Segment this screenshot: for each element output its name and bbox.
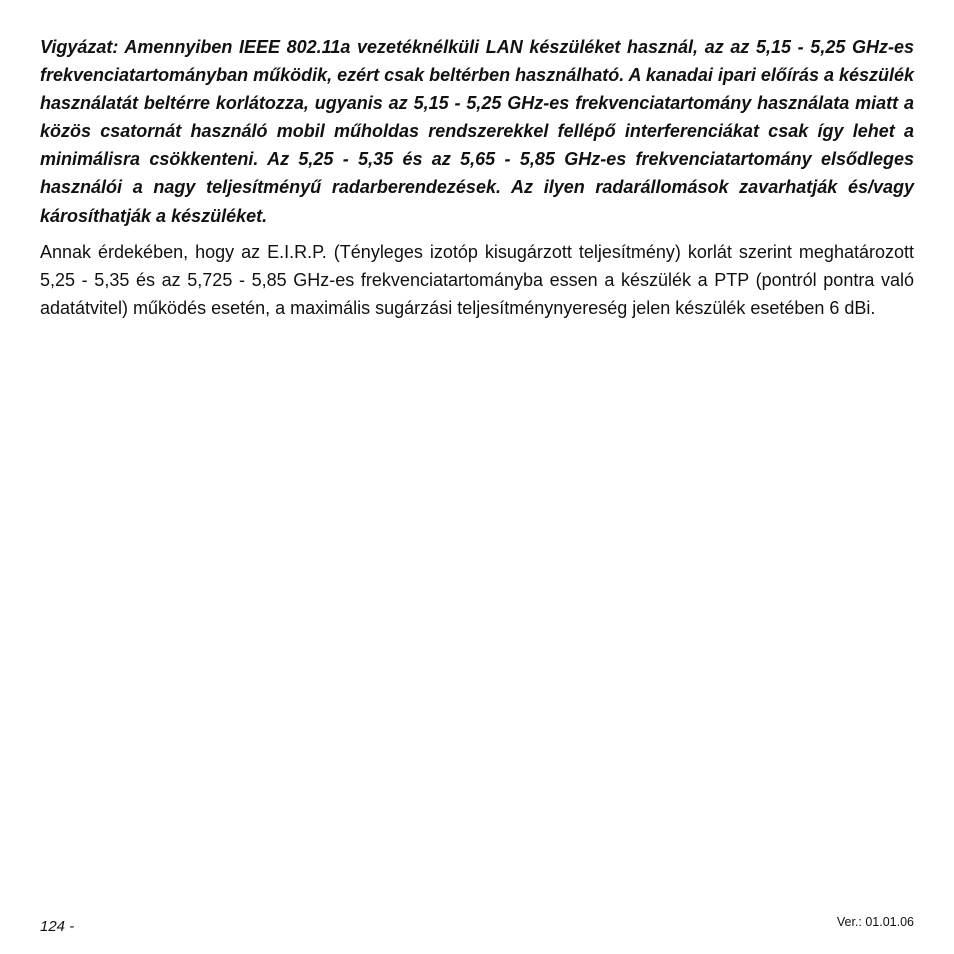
page-number: 124 - bbox=[40, 918, 75, 935]
body-paragraph: Annak érdekében, hogy az E.I.R.P. (Tényleges izotóp kisugárzott teljesítmény) korlát szerint meghatározott 5,25 - 5,35 és az 5,725 - 5,85 GHz-es frekvenciatartományba essen a készülék a PTP (pontról pontra való adatátvitel) működés esetén, a maximális sugárzási teljesítménynyereség jelen készülék esetében 6 dBi. bbox=[40, 241, 914, 318]
version-label: Ver.: 01.01.06 bbox=[836, 915, 914, 929]
page-content bbox=[40, 33, 914, 322]
caution-paragraph: Vigyázat: Amennyiben IEEE 802.11a vezetéknélküli LAN készüléket használ, az az 5,15 - 5,25 GHz-es frekvenciatartományban működik, ezért csak beltérben használható. A kanadai ipari előírás a készülék használatát beltérre korlátozza, ugyanis az 5,15 - 5,25 GHz-es frekvenciatartomány használata miatt a közös csatornát használó mobil műholdas rendszerekkel fellépő interferenciákat csak így lehet a minimálisra csökkenteni. Az 5,25 - 5,35 és az 5,65 - 5,85 GHz-es frekvenciatartomány elsődleges használói a nagy teljesítményű radarberendezések. Az ilyen radarállomások zavarhatják és/vagy károsíthatják a készüléket. bbox=[40, 37, 915, 226]
